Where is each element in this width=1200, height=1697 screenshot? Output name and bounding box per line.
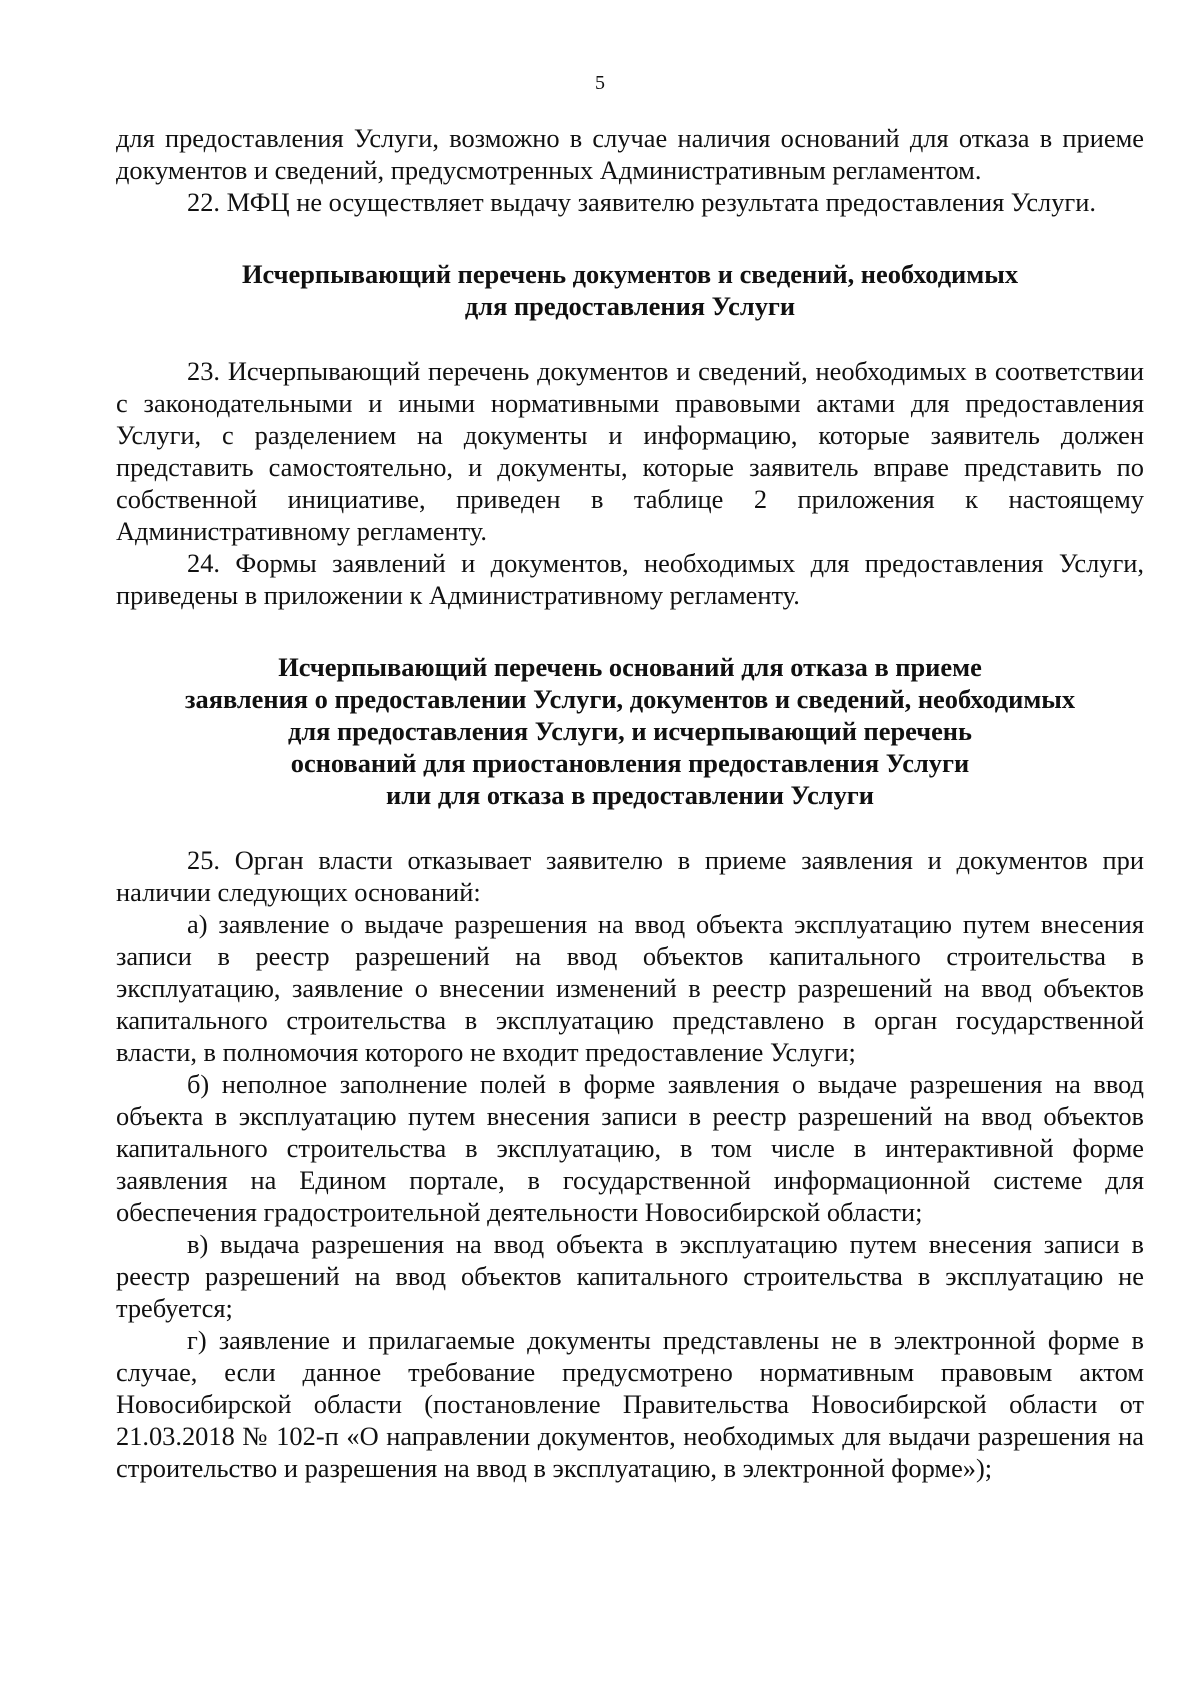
list-item-v: в) выдача разрешения на ввод объекта в эксплуатацию путем внесения записи в реестр разрешений на ввод объектов капитального строительства в эксплуатацию не требуется;: [116, 1229, 1144, 1323]
spacer: [116, 322, 1144, 355]
paragraphs-bottom: [116, 844, 1144, 1484]
document-body: [116, 122, 1144, 1484]
list-item-b: б) неполное заполнение полей в форме заявления о выдаче разрешения на ввод объекта в эксплуатацию путем внесения записи в реестр разрешений на ввод объектов капитального строительства в эксплуатацию, в том числе в интерактивной форме заявления на Едином портале, в государственной информационной системе для обеспечения градостроительной деятельности Новосибирской области;: [116, 1069, 1144, 1227]
heading-line: Исчерпывающий перечень оснований для отказа в приеме: [278, 652, 982, 682]
paragraph-23: 23. Исчерпывающий перечень документов и сведений, необходимых в соответствии с законодательными и иными нормативными правовыми актами для предоставления Услуги, с разделением на документы и информацию, которые заявитель должен представить самостоятельно, и документы, которые заявитель вправе представить по собственной инициативе, приведен в таблице 2 приложения к настоящему Административному регламенту.: [116, 356, 1144, 546]
spacer: [116, 218, 1144, 258]
paragraph-24: 24. Формы заявлений и документов, необходимых для предоставления Услуги, приведены в приложении к Административному регламенту.: [116, 548, 1144, 610]
spacer: [116, 811, 1144, 844]
list-item-g: г) заявление и прилагаемые документы представлены не в электронной форме в случае, если данное требование предусмотрено нормативным правовым актом Новосибирской области (постановление Правительства Новосибирской области от 21.03.2018 № 102-п «О направлении документов, необходимых для выдачи разрешения на строительство и разрешения на ввод в эксплуатацию, в электронной форме»);: [116, 1325, 1144, 1483]
paragraph-22: 22. МФЦ не осуществляет выдачу заявителю результата предоставления Услуги.: [187, 187, 1096, 217]
heading-line: заявления о предоставлении Услуги, документов и сведений, необходимых: [184, 684, 1076, 714]
page-number: 5: [595, 72, 605, 94]
section-heading-refusal-grounds: [116, 651, 1144, 811]
spacer: [116, 611, 1144, 651]
paragraphs-middle: [116, 355, 1144, 611]
heading-line: для предоставления Услуги, и исчерпывающий перечень: [288, 716, 972, 746]
paragraph-continuation: для предоставления Услуги, возможно в случае наличия оснований для отказа в приеме документов и сведений, предусмотренных Административным регламентом.: [116, 123, 1144, 185]
heading-line: для предоставления Услуги: [464, 291, 796, 321]
heading-line: или для отказа в предоставлении Услуги: [386, 780, 874, 810]
paragraphs-top: [116, 122, 1144, 218]
list-item-a: а) заявление о выдаче разрешения на ввод объекта эксплуатацию путем внесения записи в реестр разрешений на ввод объектов капитального строительства в эксплуатацию, заявление о внесении изменений в реестр разрешений на ввод объектов капитального строительства в эксплуатацию представлено в орган государственной власти, в полномочия которого не входит предоставление Услуги;: [116, 909, 1144, 1067]
section-heading-documents: [116, 258, 1144, 322]
paragraph-25: 25. Орган власти отказывает заявителю в приеме заявления и документов при наличии следующих оснований:: [116, 845, 1144, 907]
heading-line: оснований для приостановления предоставления Услуги: [290, 748, 970, 778]
heading-line: Исчерпывающий перечень документов и сведений, необходимых: [241, 259, 1019, 289]
